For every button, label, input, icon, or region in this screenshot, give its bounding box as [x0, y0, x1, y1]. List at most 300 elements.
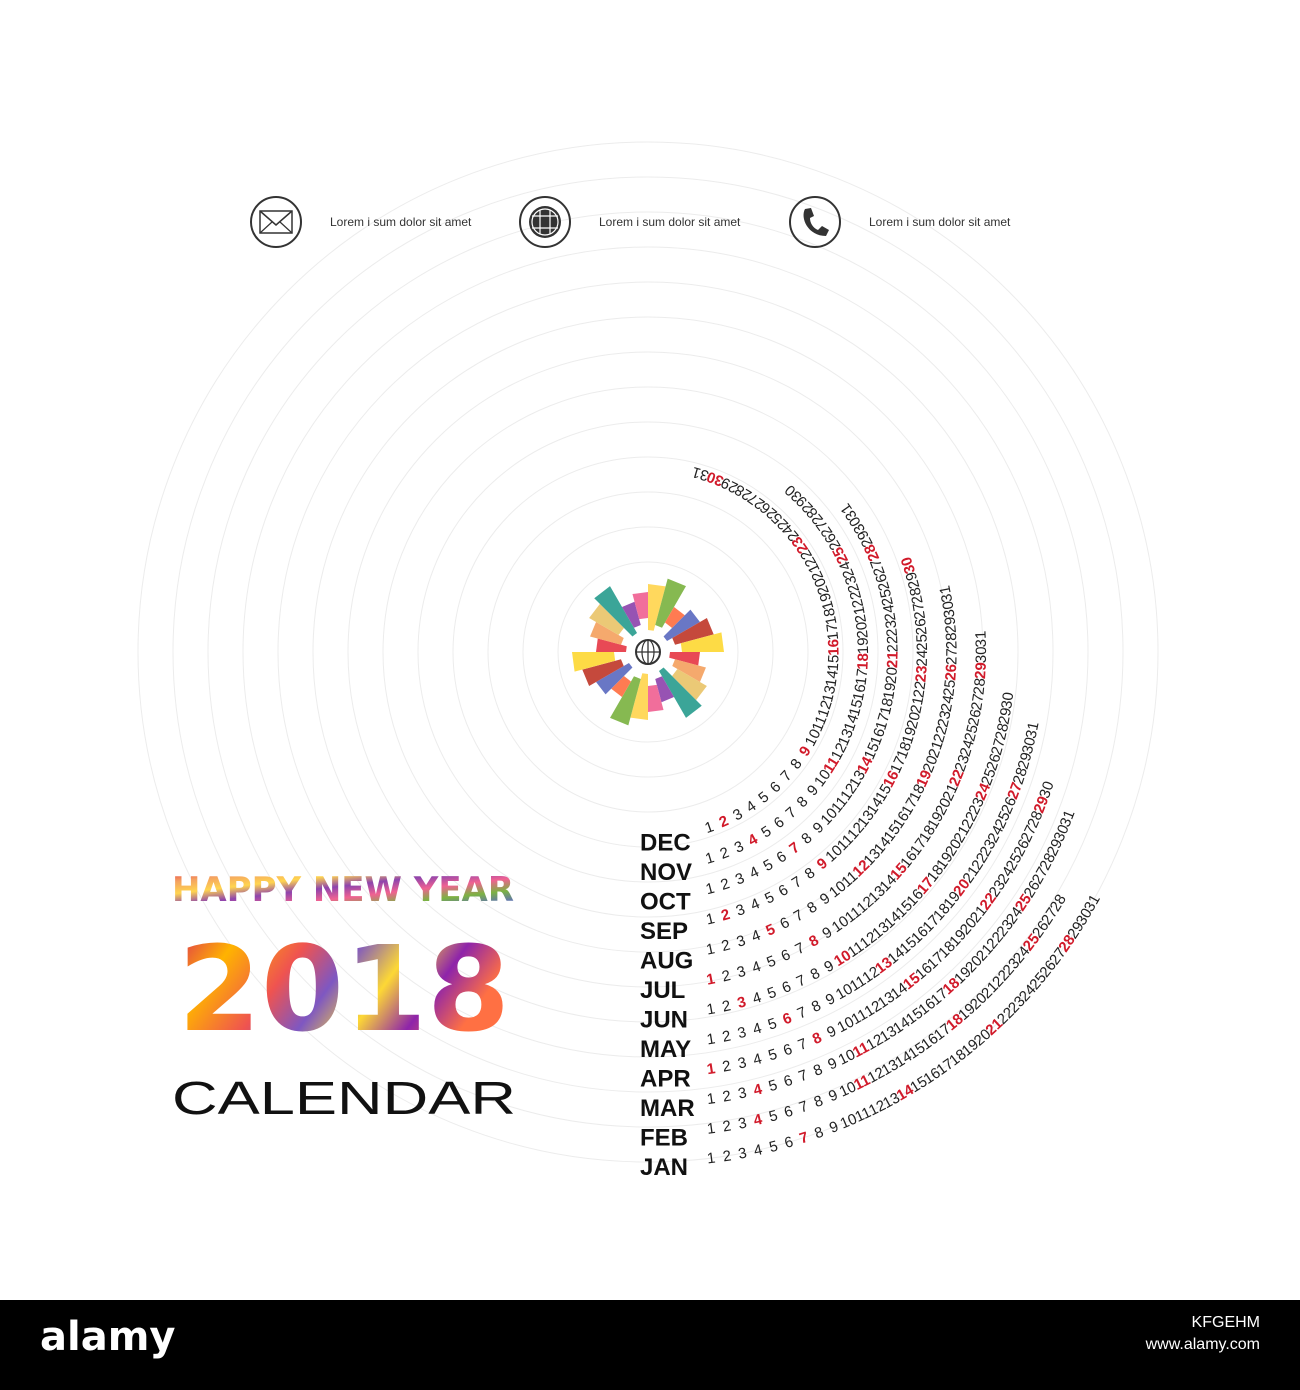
contact-text-email: Lorem i sum dolor sit amet	[330, 215, 472, 229]
day-number: 30	[998, 691, 1018, 710]
day-number: 21	[950, 822, 974, 846]
day-number: 17	[887, 753, 910, 776]
day-number: 24	[994, 863, 1018, 887]
day-number: 21	[884, 651, 902, 669]
day-number: 29	[853, 527, 877, 550]
day-number: 26	[998, 794, 1021, 817]
day-number: 23	[1005, 992, 1029, 1017]
day-number: 4	[746, 863, 762, 883]
day-number: 7	[794, 1003, 810, 1023]
greeting-text: HAPPY NEW YEAR	[172, 870, 514, 910]
day-number: 4	[750, 988, 764, 1008]
day-number: 20	[919, 753, 942, 776]
day-number: 8	[787, 755, 806, 773]
day-number: 30	[1050, 822, 1073, 845]
day-number: 3	[735, 962, 748, 982]
day-number: 10	[835, 1046, 859, 1069]
day-number: 7	[793, 971, 809, 991]
day-number: 10	[801, 726, 825, 750]
day-number: 21	[972, 940, 997, 965]
day-number: 14	[892, 1047, 916, 1072]
day-number: 28	[992, 721, 1013, 742]
day-number: 8	[807, 964, 823, 984]
day-number: 16	[915, 995, 940, 1019]
day-number: 16	[903, 885, 928, 910]
day-number: 20	[853, 620, 872, 640]
day-number: 8	[808, 997, 824, 1017]
day-number: 3	[736, 1084, 749, 1103]
image-url: www.alamy.com	[1145, 1336, 1260, 1353]
day-number: 21	[939, 781, 962, 804]
day-number: 22	[983, 928, 1008, 953]
day-number: 15	[892, 897, 917, 922]
day-number: 29	[792, 492, 817, 516]
day-number: 11	[849, 1038, 872, 1062]
day-number: 15	[896, 933, 921, 958]
day-number: 2	[720, 966, 733, 986]
day-number: 17	[872, 711, 894, 733]
day-number: 18	[854, 652, 873, 671]
day-number: 16	[897, 847, 921, 872]
month-label: MAY	[640, 1036, 692, 1063]
day-number: 28	[943, 632, 961, 650]
day-number: 24	[1009, 943, 1034, 967]
day-number: 11	[841, 903, 865, 927]
day-number: 22	[846, 589, 868, 610]
day-number: 25	[961, 722, 982, 744]
day-number: 25	[991, 808, 1014, 832]
day-number: 9	[813, 854, 831, 874]
contact-text-phone: Lorem i sum dolor sit amet	[869, 215, 1011, 229]
day-number: 26	[1010, 836, 1034, 860]
day-number: 21	[966, 902, 991, 927]
day-number: 11	[851, 1071, 873, 1094]
day-number: 31	[1080, 891, 1104, 915]
day-number: 31	[936, 584, 957, 604]
day-number: 6	[779, 977, 794, 997]
day-number: 20	[970, 1025, 995, 1050]
day-number: 5	[764, 952, 779, 972]
day-number: 9	[816, 889, 834, 909]
day-number: 2	[721, 1087, 733, 1106]
day-number: 3	[734, 932, 748, 951]
day-number: 4	[743, 797, 760, 817]
day-number: 14	[884, 944, 909, 968]
day-number: 21	[978, 978, 1002, 1003]
day-number: 12	[864, 1063, 888, 1087]
day-number: 25	[977, 766, 1000, 788]
day-number: 4	[751, 1080, 764, 1100]
day-number: 12	[814, 698, 836, 720]
day-number: 13	[865, 882, 890, 907]
image-reference	[1146, 1312, 1260, 1356]
day-number: 26	[983, 751, 1005, 773]
day-number: 20	[950, 875, 974, 900]
day-number: 23	[965, 795, 988, 818]
day-number: 16	[849, 682, 870, 703]
day-number: 10	[810, 766, 835, 790]
day-number: 27	[744, 489, 769, 513]
day-number: 7	[777, 767, 796, 785]
day-number: 11	[808, 713, 831, 735]
day-number: 29	[995, 706, 1016, 726]
day-number: 5	[765, 1014, 780, 1034]
day-number: 6	[777, 914, 793, 933]
day-number: 13	[869, 918, 893, 943]
day-number: 2	[720, 1057, 733, 1076]
day-number: 24	[835, 558, 859, 581]
day-number: 29	[1014, 750, 1036, 772]
day-number: 10	[828, 912, 853, 937]
day-number: 14	[880, 908, 905, 932]
image-code: KFGEHM	[1191, 1314, 1260, 1331]
day-number: 11	[844, 938, 868, 962]
day-number: 12	[866, 1096, 889, 1120]
day-number: 4	[745, 830, 761, 850]
day-number: 13	[878, 1056, 902, 1080]
day-number: 27	[943, 648, 961, 666]
day-number: 5	[767, 1137, 780, 1157]
day-number: 30	[939, 599, 959, 619]
day-number: 7	[790, 906, 807, 926]
day-number: 16	[879, 767, 903, 791]
day-number: 4	[748, 895, 763, 915]
day-number: 23	[976, 836, 1000, 860]
day-number: 23	[912, 664, 931, 683]
day-number: 24	[1015, 981, 1040, 1006]
day-number: 3	[733, 900, 748, 920]
day-number: 18	[893, 739, 916, 762]
day-number: 7	[786, 838, 804, 858]
day-number: 17	[923, 948, 948, 973]
day-number: 19	[816, 590, 838, 612]
day-number: 8	[812, 1123, 826, 1143]
day-number: 29	[1064, 918, 1088, 942]
day-number: 5	[766, 1045, 780, 1065]
day-number: 2	[716, 812, 732, 832]
year-text: 2018	[178, 920, 510, 1058]
day-number: 16	[867, 725, 889, 748]
day-number: 14	[887, 979, 911, 1003]
day-number: 1	[705, 970, 717, 989]
day-number: 1	[705, 1060, 717, 1079]
day-number: 7	[792, 939, 808, 959]
day-number: 21	[925, 738, 947, 760]
month-label: JAN	[640, 1154, 689, 1181]
day-number: 29	[941, 615, 961, 635]
month-label: OCT	[640, 888, 691, 916]
day-number: 27	[968, 692, 988, 712]
day-number: 26	[821, 529, 845, 554]
day-number: 8	[793, 793, 812, 812]
day-number: 5	[762, 888, 778, 908]
day-number: 17	[898, 795, 922, 819]
day-number: 8	[810, 1060, 826, 1080]
day-number: 12	[827, 740, 851, 763]
day-number: 3	[735, 993, 748, 1012]
day-number: 6	[766, 778, 785, 797]
day-number: 14	[840, 712, 863, 734]
day-number: 17	[933, 1055, 957, 1079]
day-number: 7	[788, 873, 806, 893]
month-label: JUN	[640, 1006, 689, 1034]
day-number: 23	[841, 573, 864, 595]
day-number: 16	[912, 959, 936, 984]
day-number: 19	[924, 808, 948, 832]
day-number: 4	[751, 1050, 764, 1069]
day-number: 2	[721, 1147, 733, 1166]
day-number: 28	[1024, 808, 1047, 831]
day-number: 12	[837, 780, 861, 804]
day-number: 15	[860, 740, 884, 763]
day-number: 25	[829, 543, 852, 567]
day-number: 15	[824, 654, 843, 672]
phone-icon	[790, 197, 840, 247]
day-number: 13	[880, 1089, 903, 1113]
day-number: 22	[930, 723, 952, 745]
day-number: 22	[976, 889, 1001, 914]
day-number: 1	[702, 818, 717, 838]
day-number: 3	[736, 1114, 749, 1133]
day-number: 4	[749, 957, 764, 977]
day-number: 17	[906, 835, 931, 859]
day-number: 7	[796, 1097, 811, 1117]
day-number: 9	[826, 1086, 841, 1106]
day-number: 14	[893, 1081, 917, 1105]
brand-logo: alamy	[40, 1314, 176, 1360]
day-number: 4	[750, 1019, 764, 1039]
day-number: 1	[704, 940, 717, 959]
day-number: 13	[834, 726, 857, 749]
day-number: 18	[943, 1010, 967, 1035]
day-number: 18	[915, 822, 940, 846]
day-number: 12	[859, 963, 883, 987]
month-label: APR	[640, 1065, 691, 1093]
day-number: 18	[923, 861, 948, 886]
day-number: 3	[730, 805, 746, 825]
day-number: 7	[796, 1066, 810, 1086]
day-number: 14	[870, 833, 895, 858]
day-number: 10	[832, 980, 856, 1004]
day-number: 24	[984, 822, 1008, 846]
day-number: 8	[798, 829, 816, 848]
month-label: JUL	[640, 977, 686, 1004]
day-number: 3	[736, 1144, 749, 1163]
center-globe-icon	[636, 640, 660, 664]
day-number: 1	[703, 879, 717, 899]
month-label: AUG	[640, 947, 694, 975]
day-number: 12	[853, 893, 878, 917]
day-number: 25	[913, 633, 932, 652]
day-number: 27	[1028, 864, 1052, 888]
day-number: 14	[876, 871, 901, 896]
day-number: 11	[833, 831, 857, 855]
day-number: 22	[993, 1004, 1018, 1029]
day-number: 1	[703, 849, 717, 868]
contact-row	[251, 197, 1011, 247]
day-number: 11	[828, 793, 852, 817]
day-number: 10	[817, 804, 842, 829]
day-number: 20	[882, 666, 902, 685]
day-number: 26	[1020, 877, 1044, 901]
day-number: 2	[717, 843, 732, 863]
calendar-title: CALENDAR	[172, 1072, 516, 1124]
day-number: 11	[852, 1103, 874, 1126]
day-number: 15	[899, 969, 924, 994]
day-number: 9	[819, 923, 836, 943]
day-number: 24	[778, 520, 803, 545]
day-number: 12	[844, 819, 868, 843]
day-number: 13	[860, 845, 885, 870]
day-number: 5	[767, 1107, 780, 1126]
day-number: 23	[882, 619, 902, 638]
day-number: 5	[755, 788, 773, 807]
day-number: 16	[889, 808, 914, 832]
day-number: 28	[1055, 931, 1079, 956]
day-number: 3	[731, 837, 747, 857]
day-number: 19	[940, 888, 965, 912]
day-number: 21	[907, 695, 928, 715]
day-number: 6	[780, 1009, 795, 1029]
day-number: 11	[846, 972, 870, 996]
day-number: 2	[720, 1027, 733, 1046]
day-number: 12	[863, 1030, 887, 1054]
day-number: 7	[797, 1128, 811, 1148]
month-label: MAR	[640, 1095, 695, 1122]
day-number: 4	[749, 926, 763, 946]
day-number: 22	[958, 809, 982, 832]
day-number: 19	[880, 681, 900, 701]
day-number: 23	[993, 916, 1017, 941]
day-number: 4	[752, 1141, 765, 1160]
day-number: 28	[860, 541, 884, 564]
day-number: 22	[910, 680, 930, 699]
day-number: 26	[1036, 957, 1061, 981]
day-number: 19	[854, 637, 873, 655]
day-number: 21	[959, 863, 983, 887]
day-number: 25	[1011, 890, 1036, 915]
day-number: 15	[880, 821, 905, 845]
day-number: 27	[987, 736, 1009, 758]
day-number: 30	[897, 554, 920, 576]
day-number: 18	[820, 606, 841, 627]
day-number: 12	[849, 856, 874, 881]
day-number: 26	[912, 617, 931, 636]
contact-text-web: Lorem i sum dolor sit amet	[599, 215, 741, 229]
day-number: 3	[736, 1054, 749, 1073]
day-number: 30	[845, 513, 870, 537]
day-number: 28	[906, 585, 927, 606]
day-number: 9	[826, 1117, 841, 1137]
month-spiral	[640, 463, 1104, 1181]
day-number: 30	[972, 646, 991, 664]
day-number: 12	[856, 928, 881, 953]
day-number: 18	[935, 937, 960, 962]
day-number: 1	[705, 1090, 717, 1109]
day-number: 27	[1046, 944, 1070, 969]
day-number: 2	[718, 875, 732, 894]
day-number: 17	[930, 1020, 955, 1045]
day-number: 8	[806, 931, 822, 951]
day-number: 24	[880, 603, 900, 623]
day-number: 24	[1002, 903, 1027, 928]
day-number: 22	[968, 850, 992, 874]
day-number: 30	[781, 481, 806, 506]
day-number: 27	[867, 556, 889, 579]
day-number: 23	[951, 752, 974, 774]
day-number: 19	[913, 767, 936, 790]
day-number: 23	[934, 709, 955, 730]
day-number: 4	[751, 1110, 764, 1130]
day-number: 19	[955, 1000, 979, 1024]
day-number: 14	[822, 668, 842, 688]
day-number: 15	[902, 1004, 927, 1029]
day-number: 22	[989, 966, 1013, 991]
day-number: 20	[932, 795, 955, 818]
day-number: 15	[907, 1073, 931, 1097]
day-number: 28	[803, 504, 827, 528]
day-number: 1	[705, 1030, 717, 1049]
day-number: 1	[706, 1149, 717, 1168]
day-number: 26	[1029, 917, 1053, 942]
day-number: 21	[982, 1015, 1007, 1039]
day-number: 16	[908, 923, 932, 947]
day-number: 13	[854, 807, 878, 831]
day-number: 13	[874, 988, 899, 1012]
day-number: 1	[705, 1000, 717, 1019]
day-number: 29	[1030, 793, 1053, 816]
day-number: 27	[812, 516, 837, 541]
month-label: NOV	[640, 859, 693, 886]
day-number: 6	[782, 1102, 796, 1122]
day-number: 25	[1026, 969, 1051, 994]
day-number: 8	[801, 864, 819, 883]
day-number: 23	[999, 955, 1024, 979]
day-number: 10	[822, 841, 847, 866]
day-number: 31	[837, 500, 861, 524]
day-number: 25	[768, 509, 793, 533]
day-number: 3	[735, 1023, 749, 1043]
day-number: 20	[903, 710, 925, 731]
day-number: 15	[887, 859, 911, 884]
day-number: 15	[845, 697, 867, 718]
day-number: 29	[902, 570, 924, 591]
day-number: 27	[1038, 904, 1062, 929]
day-number: 25	[1019, 930, 1044, 955]
day-number: 27	[909, 601, 930, 621]
day-number: 20	[966, 989, 991, 1014]
day-number: 5	[760, 856, 777, 875]
day-number: 7	[782, 803, 801, 823]
day-number: 28	[1036, 850, 1060, 874]
day-number: 1	[705, 1119, 717, 1138]
day-number: 29	[718, 473, 741, 497]
day-number: 9	[795, 743, 815, 760]
day-number: 16	[920, 1064, 944, 1088]
day-number: 29	[1043, 836, 1067, 859]
day-number: 18	[906, 781, 929, 805]
day-number: 20	[962, 952, 986, 977]
day-number: 31	[1022, 720, 1043, 741]
day-number: 30	[1072, 905, 1096, 929]
day-number: 26	[942, 663, 961, 682]
day-number: 17	[852, 667, 872, 687]
day-number: 28	[970, 677, 990, 696]
day-number: 3	[732, 869, 747, 889]
day-number: 1	[704, 910, 717, 929]
day-number: 23	[788, 533, 812, 557]
day-number: 12	[861, 997, 885, 1021]
